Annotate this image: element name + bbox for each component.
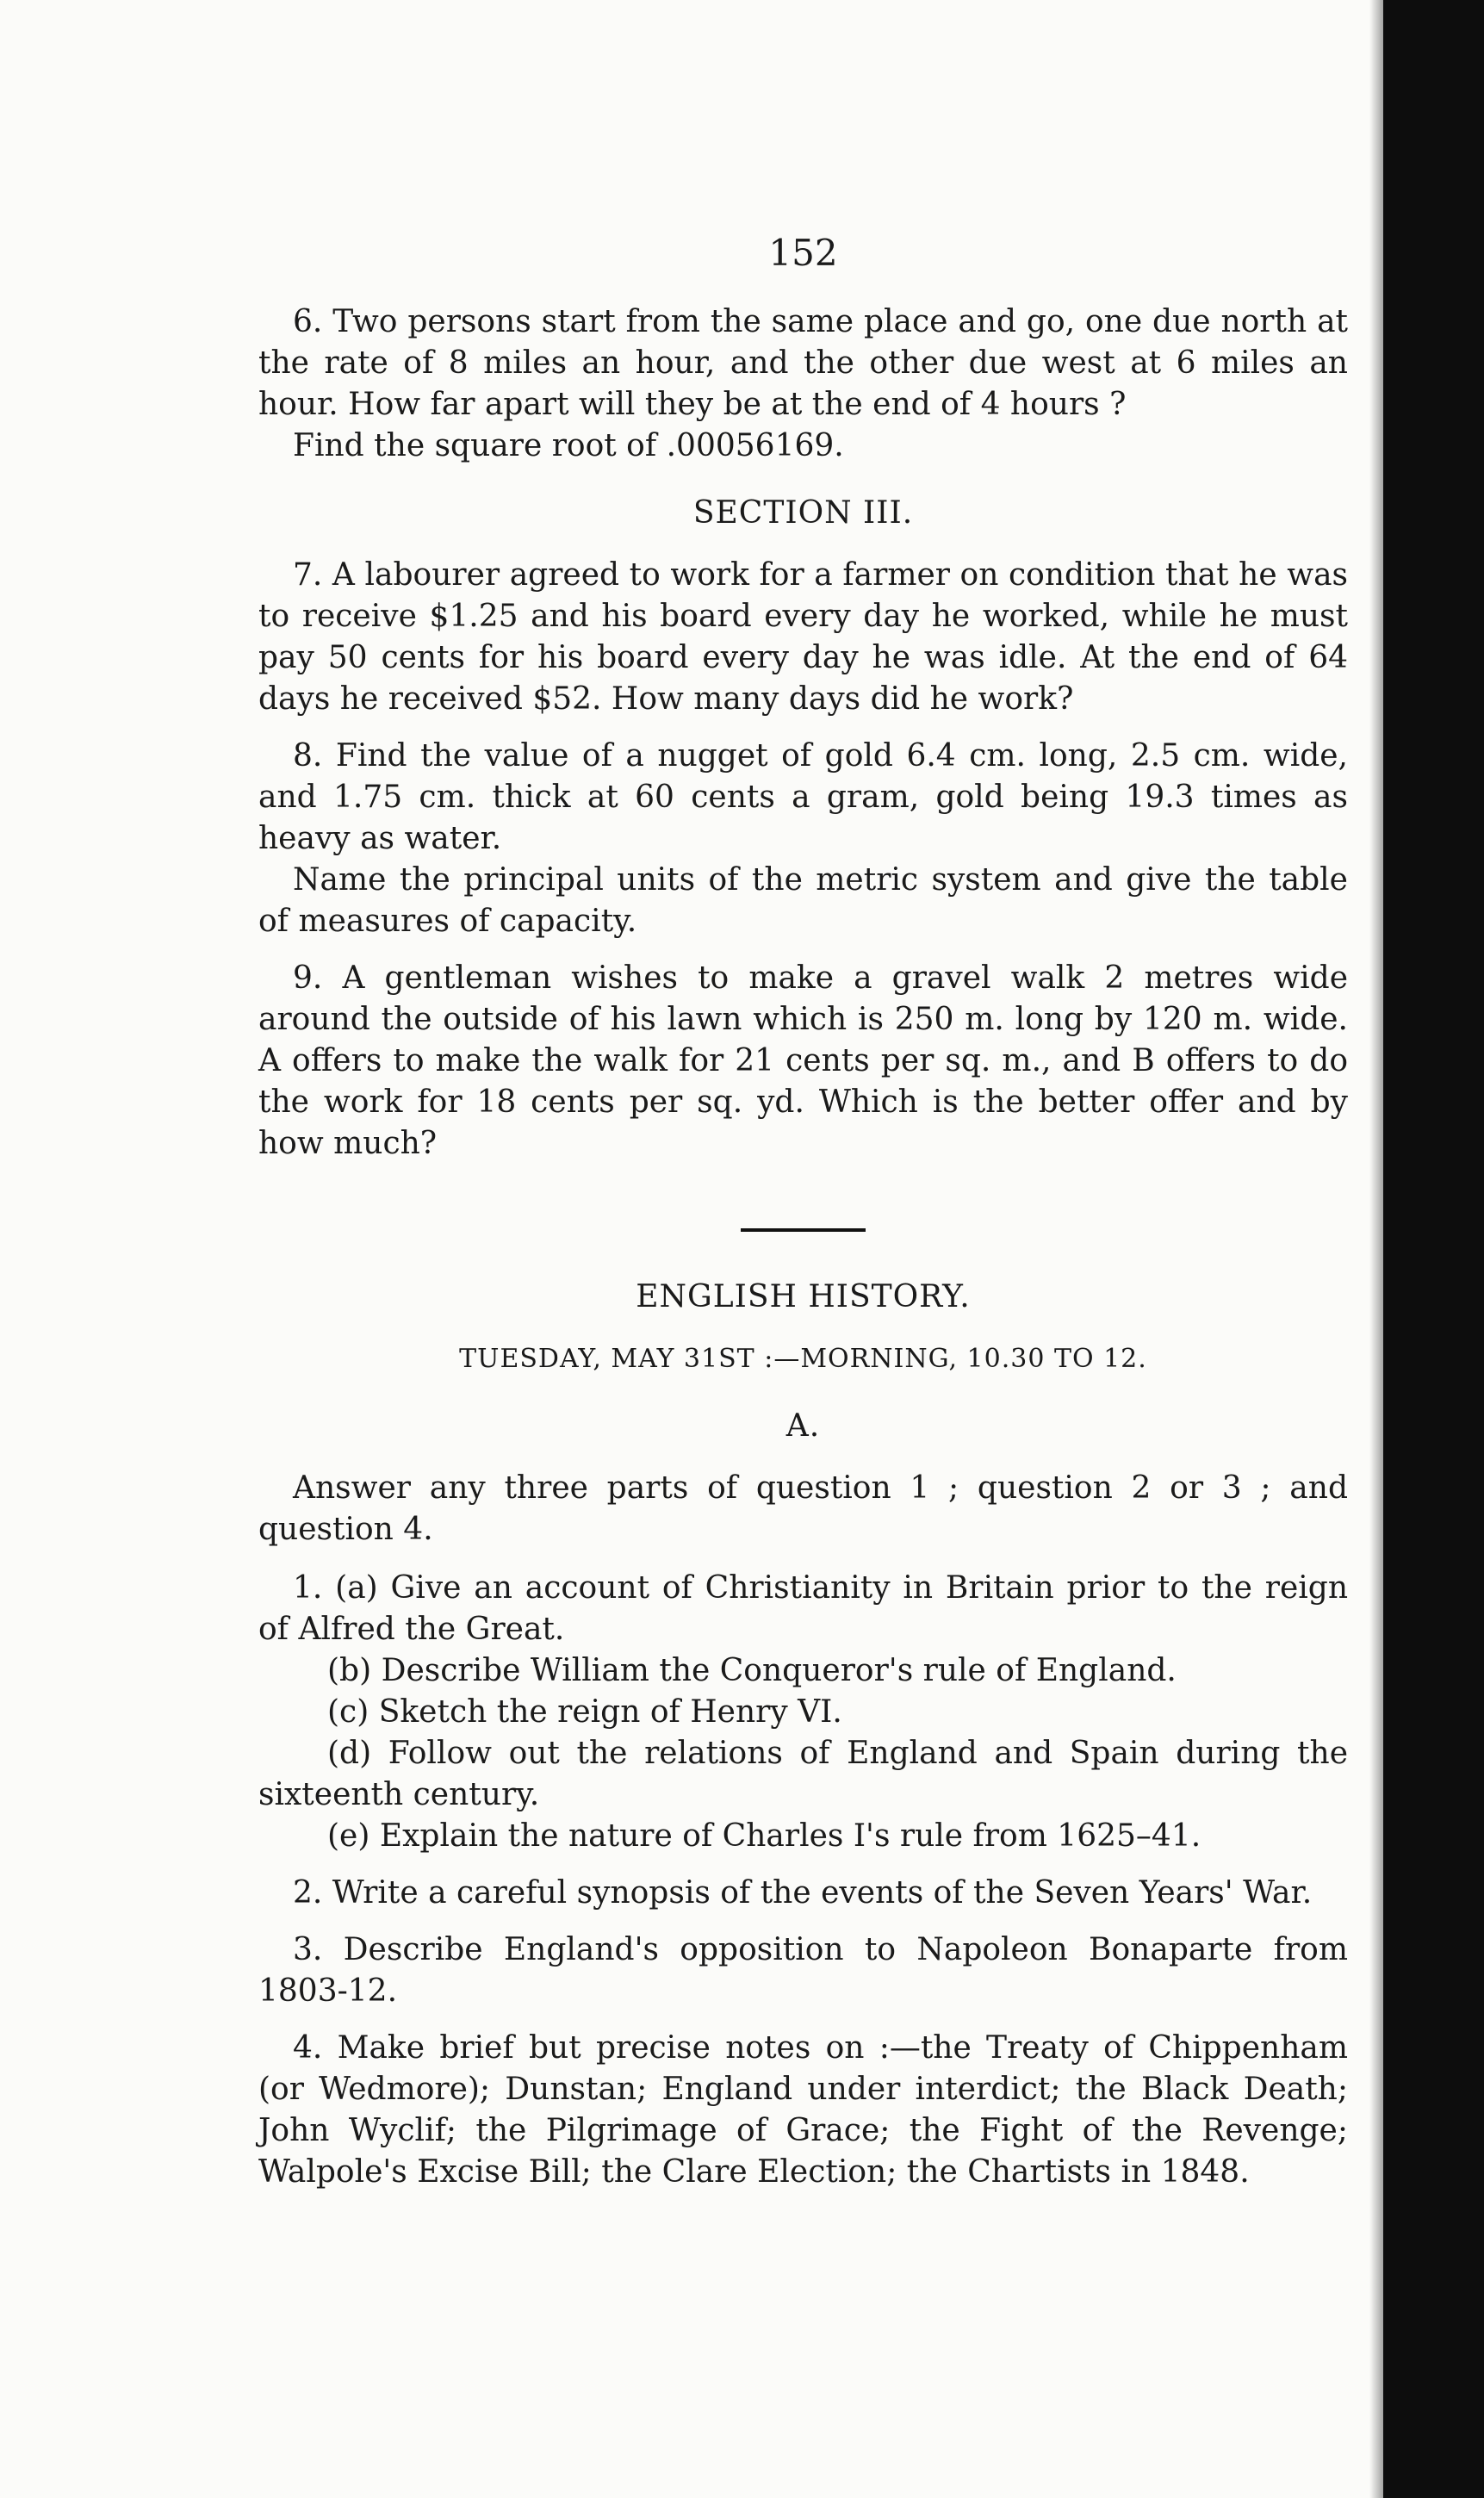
question-6-square-root: Find the square root of .00056169. [293, 428, 844, 463]
question-1d: (d) Follow out the relations of England and Spain during the sixteenth century. [258, 1736, 1348, 1812]
history-question-2: 2. Write a careful synopsis of the events of the Seven Years' War. [293, 1875, 1313, 1911]
question-8: 8. Find the value of a nugget of gold 6.4 cm. long, 2.5 cm. wide, and 1.75 cm. thick at 60 cents a gram, gold being 19.3 times as heavy as water. [258, 738, 1348, 856]
section-heading: SECTION III. [692, 495, 914, 531]
exam-instructions: Answer any three parts of question 1 ; question 2 or 3 ; and question 4. [258, 1470, 1348, 1547]
question-1a: 1. (a) Give an account of Christianity in Britain prior to the reign of Alfred the Great. [258, 1570, 1348, 1647]
question-1c: (c) Sketch the reign of Henry VI. [327, 1694, 842, 1730]
exam-schedule: TUESDAY, MAY 31ST :—MORNING, 10.30 TO 12. [459, 1344, 1147, 1374]
question-1b: (b) Describe William the Conqueror's rule of England. [327, 1653, 1177, 1688]
question-6: 6. Two persons start from the same place and go, one due north at the rate of 8 miles an hour, and the other due west at 6 miles an hour. How far apart will they be at the end of 4 hours ? [258, 304, 1348, 422]
question-8-metric: Name the principal units of the metric system and give the table of measures of capacity. [258, 862, 1348, 939]
book-page [258, 215, 1348, 2193]
history-title: ENGLISH HISTORY. [636, 1279, 971, 1314]
part-label: A. [785, 1408, 821, 1444]
question-1e: (e) Explain the nature of Charles I's rule from 1625–41. [327, 1818, 1201, 1854]
section-divider [741, 1228, 866, 1232]
history-question-4: 4. Make brief but precise notes on :—the Treaty of Chippenham (or Wedmore); Dunstan; England under interdict; the Black Death; John Wyclif; the Pilgrimage of Grace; the Fight of the Revenge; Walpole's Excise Bill; the Clare Election; the Chartists in 1848. [258, 2030, 1348, 2190]
history-question-1 [258, 1568, 1348, 1857]
book-binding [1383, 0, 1484, 2498]
question-7: 7. A labourer agreed to work for a farmer on condition that he was to receive $1.25 and his board every day he worked, while he must pay 50 cents for his board every day he was idle. At the end of 64 days he received $52. How many days did he work? [258, 557, 1348, 717]
question-9: 9. A gentleman wishes to make a gravel walk 2 metres wide around the outside of his lawn which is 250 m. long by 120 m. wide. A offers to make the walk for 21 cents per sq. m., and B offers to do the work for 18 cents per sq. yd. Which is the better offer and by how much? [258, 960, 1348, 1161]
page-number: 152 [768, 232, 838, 274]
history-question-3: 3. Describe England's opposition to Napoleon Bonaparte from 1803-12. [258, 1932, 1348, 2009]
binding-shadow [1369, 0, 1383, 2498]
